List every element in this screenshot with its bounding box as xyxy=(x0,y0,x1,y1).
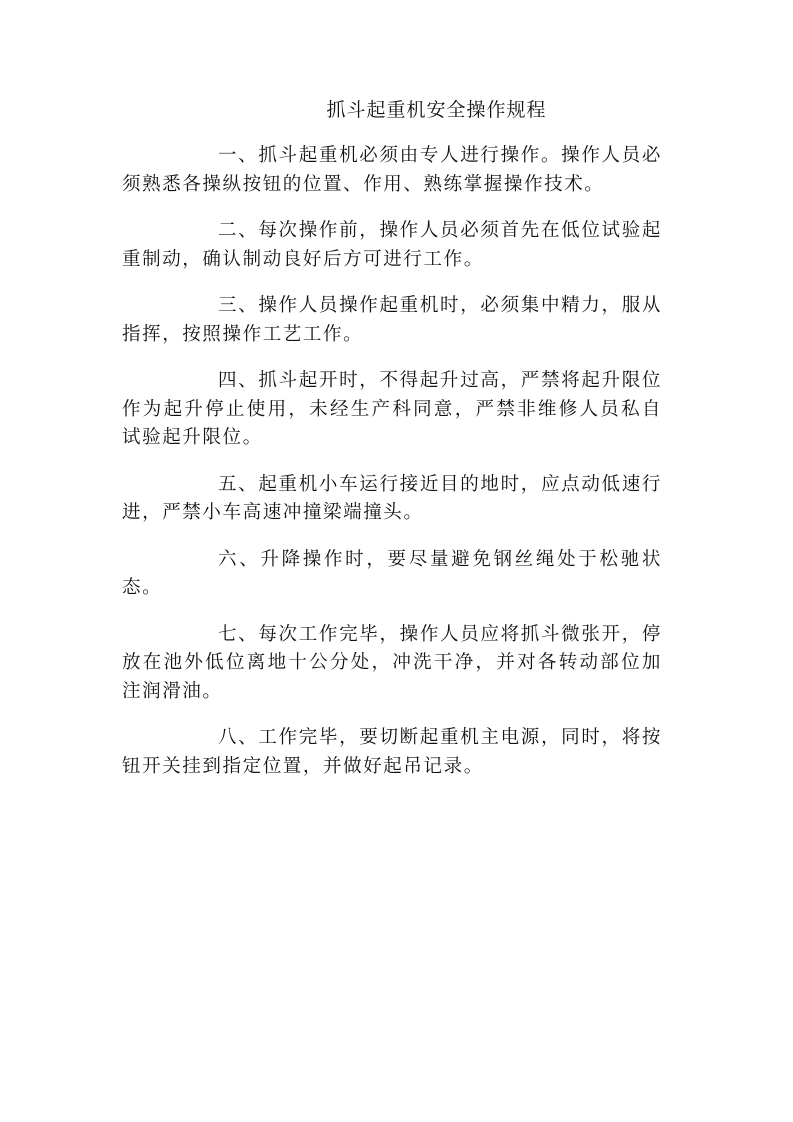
paragraph-5: 五、起重机小车运行接近目的地时，应点动低速行进，严禁小车高速冲撞梁端撞头。 xyxy=(122,473,662,523)
document-body xyxy=(122,142,662,799)
paragraph-3: 三、操作人员操作起重机时，必须集中精力，服从指挥，按照操作工艺工作。 xyxy=(122,295,662,345)
paragraph-4: 四、抓斗起开时，不得起升过高，严禁将起升限位作为起升停止使用，未经生产科同意，严禁非维修人员私自试验起升限位。 xyxy=(122,370,662,448)
paragraph-8: 八、工作完毕，要切断起重机主电源，同时，将按钮开关挂到指定位置，并做好起吊记录。 xyxy=(122,727,662,777)
paragraph-6: 六、升降操作时，要尽量避免钢丝绳处于松驰状态。 xyxy=(122,548,662,598)
paragraph-2: 二、每次操作前，操作人员必须首先在低位试验起重制动，确认制动良好后方可进行工作。 xyxy=(122,220,662,270)
document-title: 抓斗起重机安全操作规程 xyxy=(326,99,547,121)
paragraph-7: 七、每次工作完毕，操作人员应将抓斗微张开，停放在池外低位离地十公分处，冲洗干净，并对各转动部位加注润滑油。 xyxy=(122,623,662,702)
paragraph-1: 一、抓斗起重机必须由专人进行操作。操作人员必须熟悉各操纵按钮的位置、作用、熟练掌握操作技术。 xyxy=(122,145,662,195)
